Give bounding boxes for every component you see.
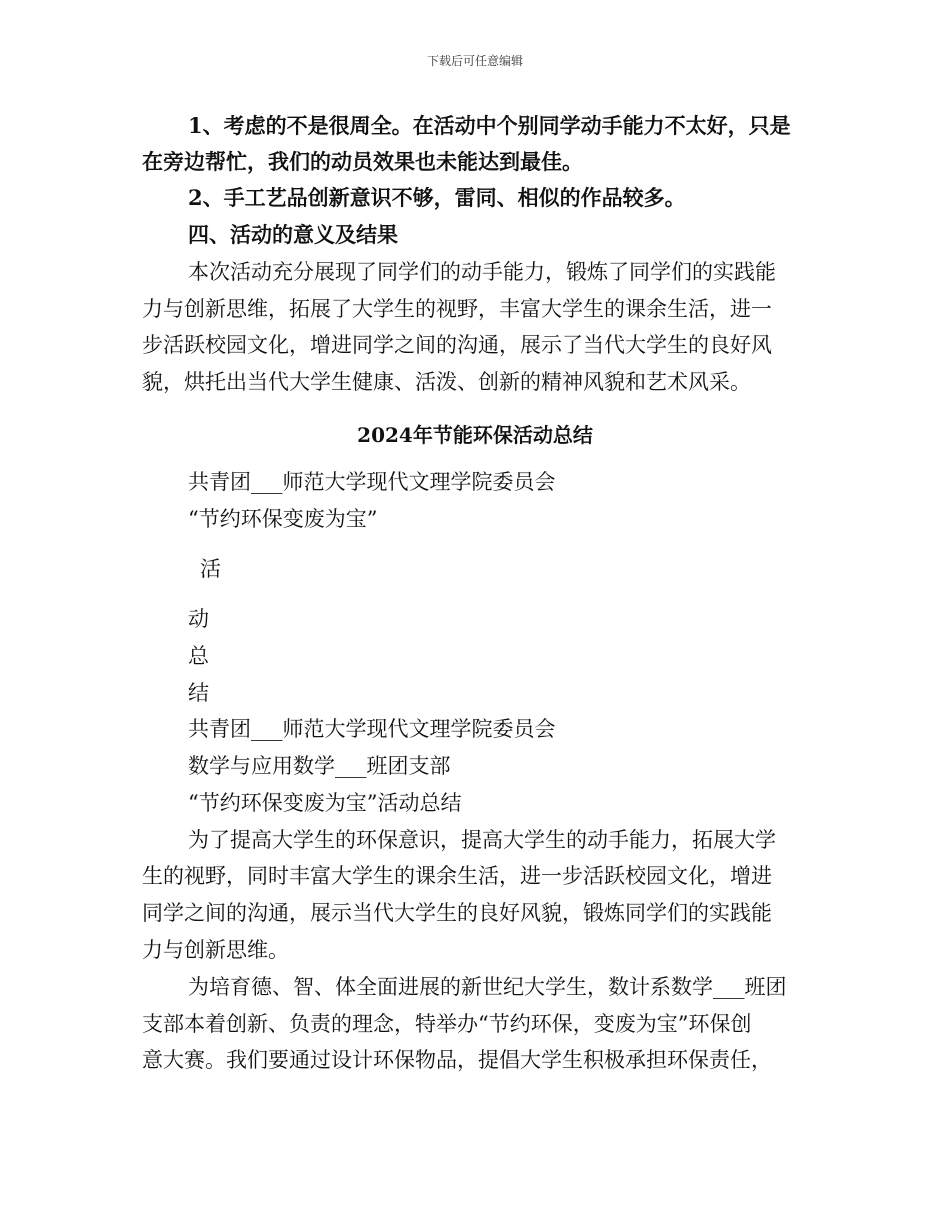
paragraph-line: 1、考虑的不是很周全。在活动中个别同学动手能力不太好，只是	[188, 113, 791, 138]
paragraph-line: 力与创新思维。	[142, 938, 289, 962]
organization-line: 共青团___师范大学现代文理学院委员会	[188, 470, 556, 494]
paragraph-line: 为培育德、智、体全面进展的新世纪大学生，数计系数学___班团	[188, 975, 787, 999]
vertical-title-char: 活	[200, 557, 221, 581]
paragraph-line: 力与创新思维，拓展了大学生的视野，丰富大学生的课余生活，进一	[142, 297, 772, 321]
page-header: 下载后可任意编辑	[426, 54, 523, 68]
section-heading: 四、活动的意义及结果	[188, 222, 398, 247]
document-title: 2024年节能环保活动总结	[357, 423, 593, 447]
vertical-title-char: 结	[188, 681, 209, 705]
activity-name-line: “节约环保变废为宝”	[188, 507, 378, 531]
paragraph-line: 生的视野，同时丰富大学生的课余生活，进一步活跃校园文化，增进	[142, 864, 772, 888]
paragraph-line: 貌，烘托出当代大学生健康、活泼、创新的精神风貌和艺术风采。	[142, 370, 751, 394]
paragraph-line: 意大赛。我们要通过设计环保物品，提倡大学生积极承担环保责任，	[142, 1048, 772, 1072]
paragraph-line: 步活跃校园文化，增进同学之间的沟通，展示了当代大学生的良好风	[142, 333, 772, 357]
organization-line: 共青团___师范大学现代文理学院委员会	[188, 717, 556, 741]
paragraph-line: 在旁边帮忙，我们的动员效果也未能达到最佳。	[142, 149, 583, 174]
vertical-title-char: 动	[188, 607, 209, 631]
paragraph-line: 2、手工艺品创新意识不够，雷同、相似的作品较多。	[188, 185, 686, 210]
branch-line: 数学与应用数学___班团支部	[188, 754, 451, 778]
paragraph-line: 本次活动充分展现了同学们的动手能力，锻炼了同学们的实践能	[188, 260, 776, 284]
vertical-title-char: 总	[188, 644, 209, 668]
paragraph-line: 为了提高大学生的环保意识，提高大学生的动手能力，拓展大学	[188, 828, 776, 852]
paragraph-line: 支部本着创新、负责的理念，特举办“节约环保，变废为宝”环保创	[142, 1012, 752, 1036]
summary-title-line: “节约环保变废为宝”活动总结	[188, 791, 462, 815]
paragraph-line: 同学之间的沟通，展示当代大学生的良好风貌，锻炼同学们的实践能	[142, 901, 772, 925]
